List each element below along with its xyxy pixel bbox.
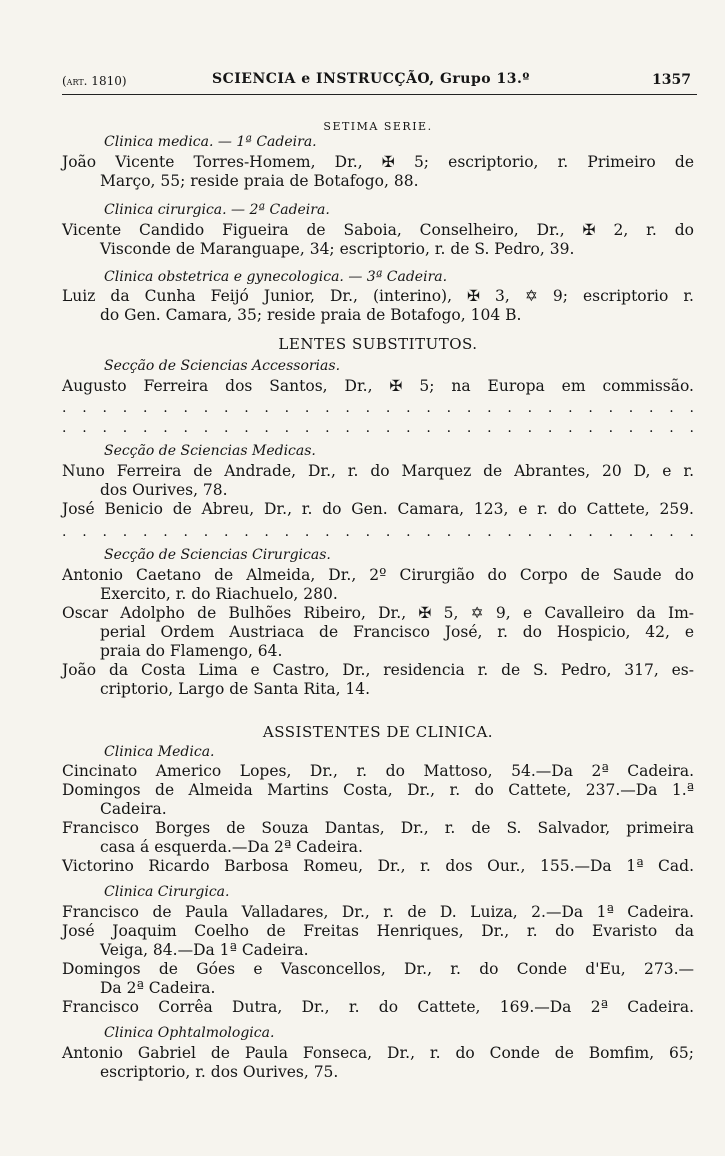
subsection-heading: Clinica Ophtalmologica. [104, 1025, 275, 1041]
entry-line: João da Costa Lima e Castro, Dr., residencia r. de S. Pedro, 317, es- [62, 661, 694, 679]
subsection-heading: Clinica medica. — 1ª Cadeira. [104, 134, 317, 150]
entry-continuation: perial Ordem Austriaca de Francisco José, r. do Hospicio, 42, e [100, 623, 694, 641]
entry-continuation: dos Ourives, 78. [100, 481, 228, 499]
entry-line: Domingos de Almeida Martins Costa, Dr., r. do Cattete, 237.—Da 1.ª [62, 781, 694, 799]
subsection-heading: Secção de Sciencias Accessorias. [104, 358, 341, 374]
section-heading: ASSISTENTES DE CLINICA. [262, 723, 494, 741]
entry-continuation: praia do Flamengo, 64. [100, 642, 283, 660]
header-title: SCIENCIA e INSTRUCÇÃO, Grupo 13.º [212, 71, 530, 87]
entry-continuation: escriptorio, r. dos Ourives, 75. [100, 1063, 339, 1081]
entry-line: João Vicente Torres-Homem, Dr., ✠ 5; escriptorio, r. Primeiro de [62, 153, 694, 171]
header-article-ref: (art. 1810) [62, 74, 127, 88]
entry-continuation: Visconde de Maranguape, 34; escriptorio, r. de S. Pedro, 39. [100, 240, 575, 258]
entry-line: Vicente Candido Figueira de Saboia, Conselheiro, Dr., ✠ 2, r. do [62, 221, 694, 239]
entry-line: Cincinato Americo Lopes, Dr., r. do Mattoso, 54.—Da 2ª Cadeira. [62, 762, 694, 780]
subsection-heading: Clinica Cirurgica. [104, 884, 230, 900]
entry-continuation: Março, 55; reside praia de Botafogo, 88. [100, 172, 419, 190]
entry-line: Domingos de Góes e Vasconcellos, Dr., r. do Conde d'Eu, 273.— [62, 960, 694, 978]
entry-line: Francisco de Paula Valladares, Dr., r. de D. Luiza, 2.—Da 1ª Cadeira. [62, 903, 694, 921]
entry-continuation: Exercito, r. do Riachuelo, 280. [100, 585, 338, 603]
dotted-leader: . . . . . . . . . . . . . . . . . . . . . . . . . . . . . . . . [62, 400, 694, 416]
entry-continuation: Veiga, 84.—Da 1ª Cadeira. [100, 941, 309, 959]
subsection-heading: Clinica obstetrica e gynecologica. — 3ª Cadeira. [104, 269, 448, 285]
entry-continuation: criptorio, Largo de Santa Rita, 14. [100, 680, 371, 698]
page-number: 1357 [652, 72, 691, 88]
running-header [62, 68, 697, 95]
section-heading: LENTES SUBSTITUTOS. [278, 335, 478, 353]
entry-line: Luiz da Cunha Feijó Junior, Dr., (interino), ✠ 3, ✡ 9; escriptorio r. [62, 287, 694, 305]
entry-line: José Benicio de Abreu, Dr., r. do Gen. Camara, 123, e r. do Cattete, 259. [62, 500, 694, 518]
entry-line: Antonio Caetano de Almeida, Dr., 2º Cirurgião do Corpo de Saude do [62, 566, 694, 584]
dotted-leader: . . . . . . . . . . . . . . . . . . . . . . . . . . . . . . . . [62, 524, 694, 540]
entry-continuation: casa á esquerda.—Da 2ª Cadeira. [100, 838, 363, 856]
entry-line: Francisco Corrêa Dutra, Dr., r. do Cattete, 169.—Da 2ª Cadeira. [62, 998, 694, 1016]
entry-line: José Joaquim Coelho de Freitas Henriques, Dr., r. do Evaristo da [62, 922, 694, 940]
entry-line: Oscar Adolpho de Bulhões Ribeiro, Dr., ✠ 5, ✡ 9, e Cavalleiro da Im- [62, 604, 694, 622]
entry-line: Antonio Gabriel de Paula Fonseca, Dr., r. do Conde de Bomfim, 65; [62, 1044, 694, 1062]
subsection-heading: Secção de Sciencias Cirurgicas. [104, 547, 331, 563]
entry-line: Victorino Ricardo Barbosa Romeu, Dr., r. dos Our., 155.—Da 1ª Cad. [62, 857, 694, 875]
entry-line: Francisco Borges de Souza Dantas, Dr., r. de S. Salvador, primeira [62, 819, 694, 837]
entry-line: Nuno Ferreira de Andrade, Dr., r. do Marquez de Abrantes, 20 D, e r. [62, 462, 694, 480]
entry-continuation: Da 2ª Cadeira. [100, 979, 216, 997]
subsection-heading: Clinica cirurgica. — 2ª Cadeira. [104, 202, 330, 218]
entry-line: Augusto Ferreira dos Santos, Dr., ✠ 5; na Europa em commissão. [62, 377, 694, 395]
series-heading: SETIMA SERIE. [323, 120, 433, 133]
dotted-leader: . . . . . . . . . . . . . . . . . . . . . . . . . . . . . . . . [62, 420, 694, 436]
subsection-heading: Secção de Sciencias Medicas. [104, 443, 316, 459]
entry-continuation: do Gen. Camara, 35; reside praia de Botafogo, 104 B. [100, 306, 522, 324]
entry-continuation: Cadeira. [100, 800, 167, 818]
subsection-heading: Clinica Medica. [104, 744, 215, 760]
